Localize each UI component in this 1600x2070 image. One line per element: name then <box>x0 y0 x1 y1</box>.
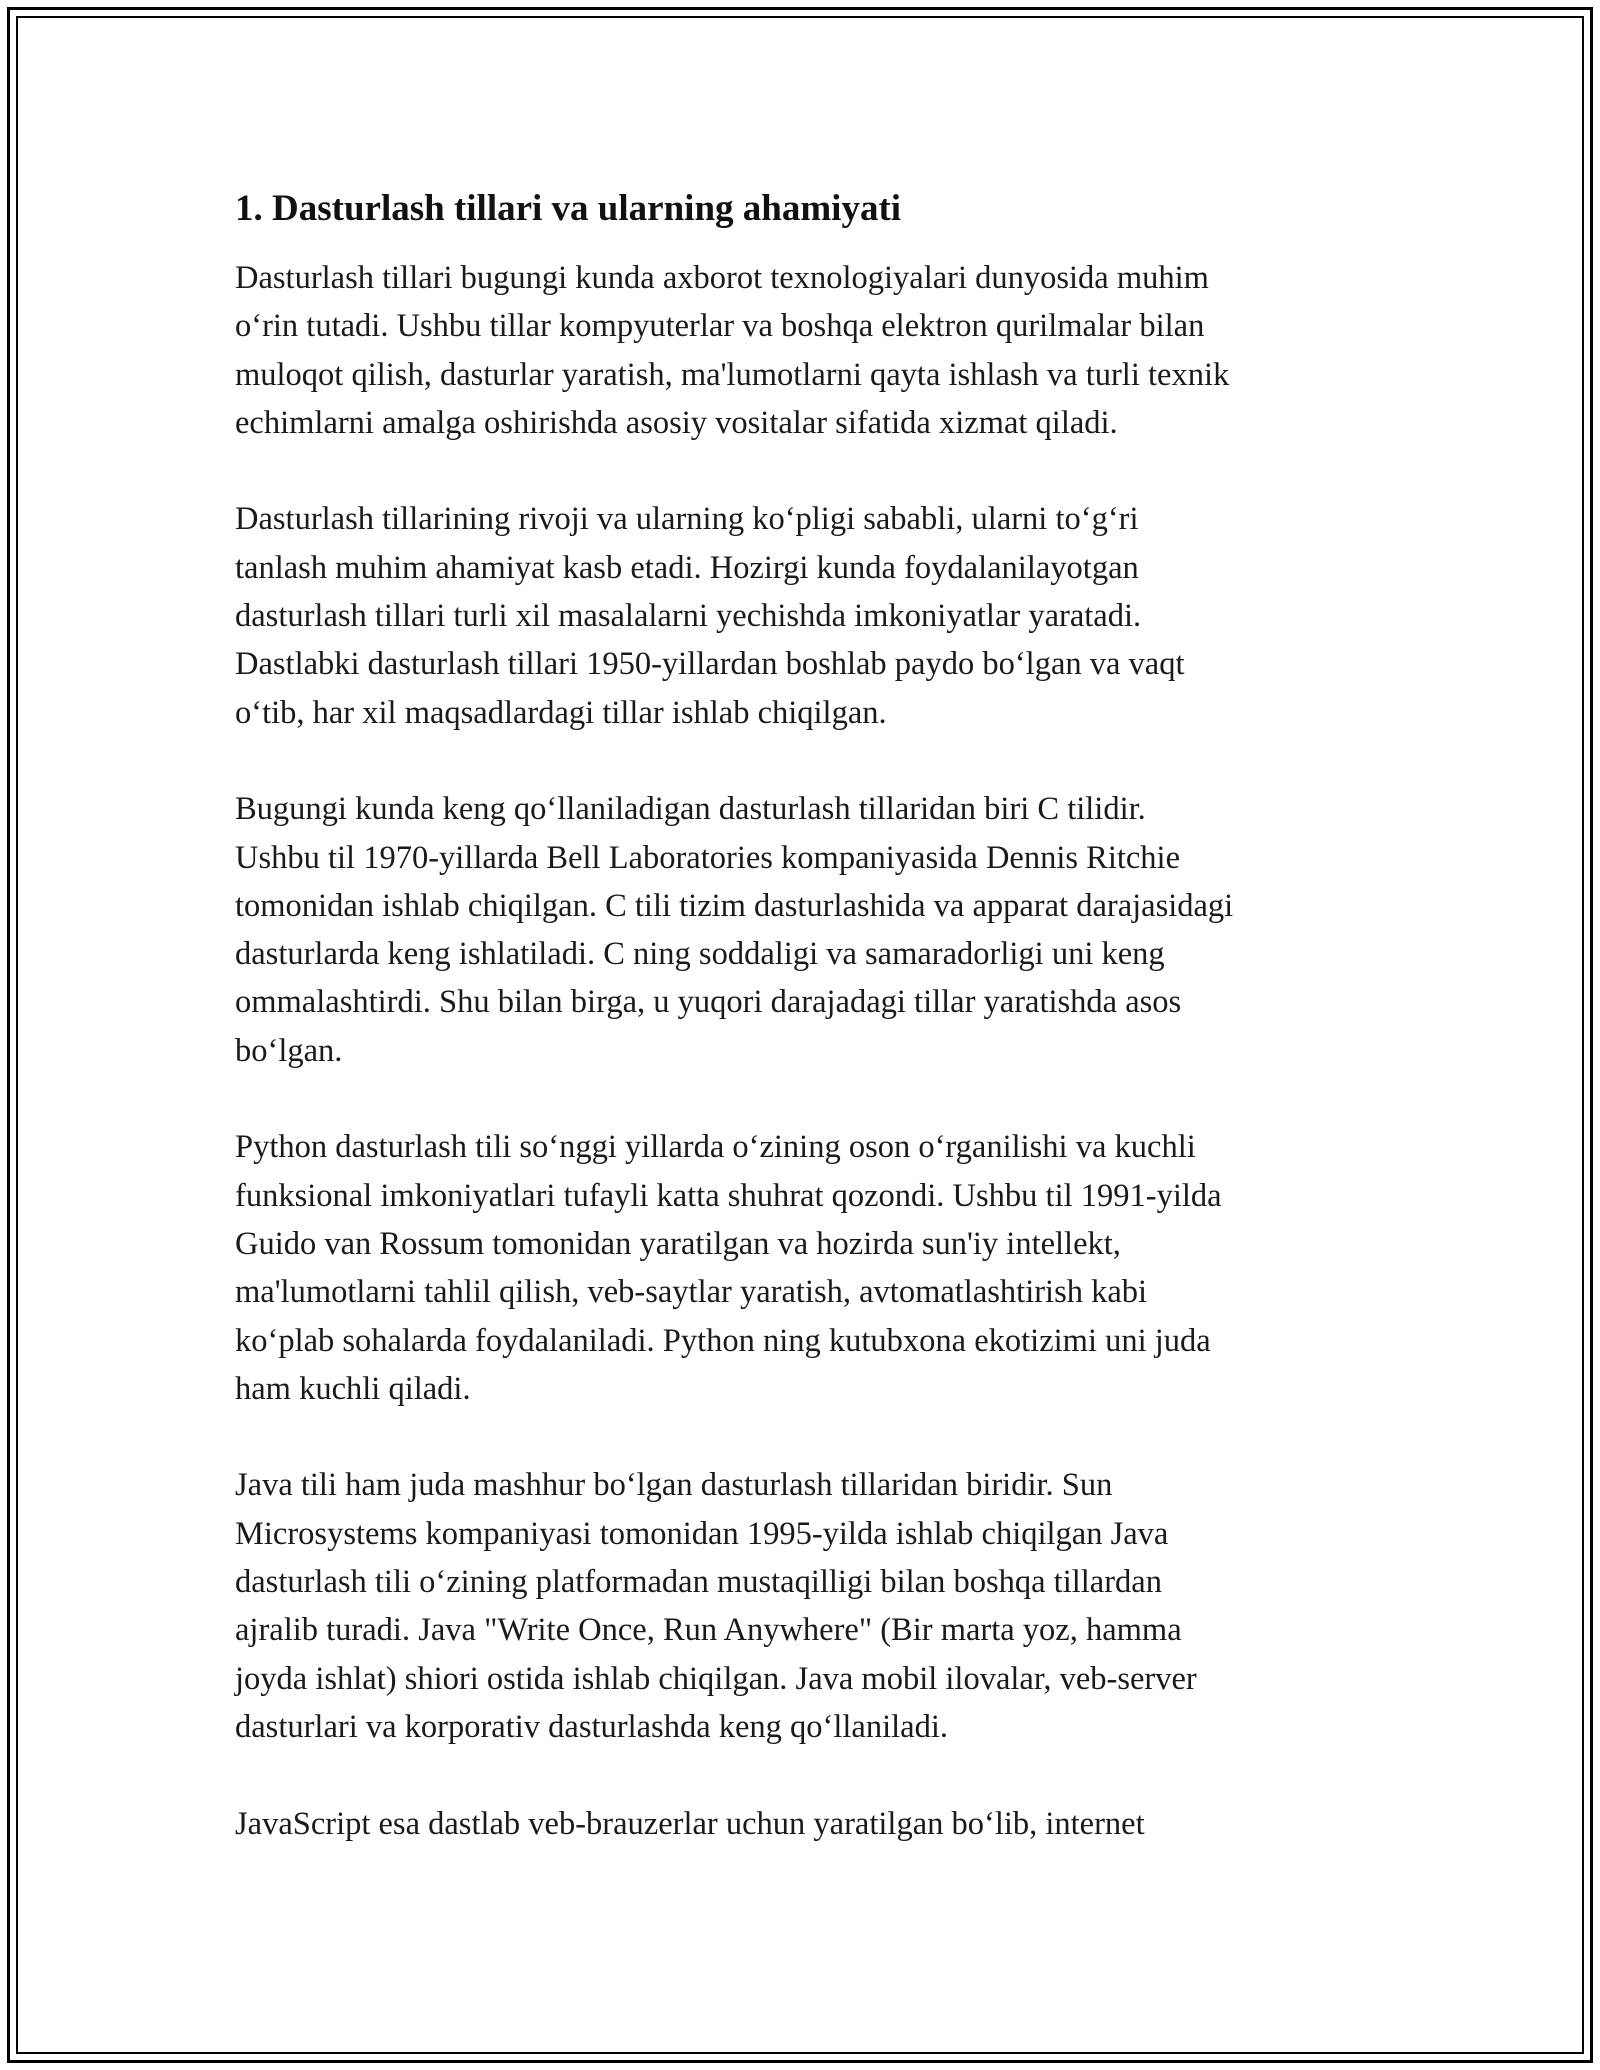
text-line: dasturlash tillari turli xil masalalarni yechishda imkoniyatlar yaratadi. <box>235 598 1142 635</box>
body-paragraph <box>235 254 1375 447</box>
text-line: Dastlabki dasturlash tillari 1950-yillardan boshlab paydo bo‘lgan va vaqt <box>235 646 1185 683</box>
document-body <box>235 184 1375 1896</box>
text-line: funksional imkoniyatlari tufayli katta shuhrat qozondi. Ushbu til 1991-yilda <box>235 1177 1222 1214</box>
text-line: Microsystems kompaniyasi tomonidan 1995-yilda ishlab chiqilgan Java <box>235 1515 1169 1552</box>
text-line: ma'lumotlarni tahlil qilish, veb-saytlar yaratish, avtomatlashtirish kabi <box>235 1274 1148 1311</box>
body-paragraph <box>235 495 1375 736</box>
text-line: Dasturlash tillari bugungi kunda axborot texnologiyalari dunyosida muhim <box>235 260 1209 296</box>
text-line: ajralib turadi. Java "Write Once, Run Anywhere" (Bir marta yoz, hamma <box>235 1612 1182 1649</box>
text-line: dasturlash tili o‘zining platformadan mustaqilligi bilan boshqa tillardan <box>235 1564 1162 1601</box>
body-paragraph <box>235 1461 1375 1751</box>
text-line: dasturlarda keng ishlatiladi. C ning soddaligi va samaradorligi uni keng <box>235 936 1165 973</box>
section-heading: 1. Dasturlash tillari va ularning ahamiyati <box>235 188 902 229</box>
body-paragraph <box>235 1123 1375 1413</box>
text-line: joyda ishlat) shiori ostida ishlab chiqilgan. Java mobil ilovalar, veb-server <box>235 1660 1197 1697</box>
text-line: Dasturlash tillarining rivoji va ularning ko‘pligi sababli, ularni to‘g‘ri <box>235 501 1139 538</box>
paragraph-list <box>235 254 1375 1848</box>
text-line: Guido van Rossum tomonidan yaratilgan va hozirda sun'iy intellekt, <box>235 1225 1121 1262</box>
text-line: Ushbu til 1970-yillarda Bell Laboratories kompaniyasida Dennis Ritchie <box>235 839 1181 876</box>
text-line: tanlash muhim ahamiyat kasb etadi. Hozirgi kunda foydalanilayotgan <box>235 549 1139 586</box>
text-line: o‘tib, har xil maqsadlardagi tillar ishlab chiqilgan. <box>235 694 887 731</box>
text-line: JavaScript esa dastlab veb-brauzerlar uchun yaratilgan bo‘lib, internet <box>235 1805 1145 1842</box>
text-line: ham kuchli qiladi. <box>235 1370 471 1407</box>
body-paragraph <box>235 1800 1375 1848</box>
text-line: dasturlari va korporativ dasturlashda keng qo‘llaniladi. <box>235 1708 948 1745</box>
text-line: bo‘lgan. <box>235 1032 343 1069</box>
text-line: ommalashtirdi. Shu bilan birga, u yuqori darajadagi tillar yaratishda asos <box>235 984 1182 1021</box>
text-line: muloqot qilish, dasturlar yaratish, ma'lumotlarni qayta ishlash va turli texnik <box>235 356 1230 393</box>
text-line: o‘rin tutadi. Ushbu tillar kompyuterlar va boshqa elektron qurilmalar bilan <box>235 308 1205 345</box>
text-line: echimlarni amalga oshirishda asosiy vositalar sifatida xizmat qiladi. <box>235 404 1118 441</box>
text-line: ko‘plab sohalarda foydalaniladi. Python ning kutubxona ekotizimi uni juda <box>235 1322 1211 1359</box>
text-line: tomonidan ishlab chiqilgan. C tili tizim dasturlashida va apparat darajasidagi <box>235 887 1234 924</box>
text-line: Java tili ham juda mashhur bo‘lgan dasturlash tillaridan biridir. Sun <box>235 1467 1113 1504</box>
body-paragraph <box>235 785 1375 1075</box>
text-line: Python dasturlash tili so‘nggi yillarda o‘zining oson o‘rganilishi va kuchli <box>235 1129 1196 1166</box>
text-line: Bugungi kunda keng qo‘llaniladigan dasturlash tillaridan biri C tilidir. <box>235 791 1146 828</box>
